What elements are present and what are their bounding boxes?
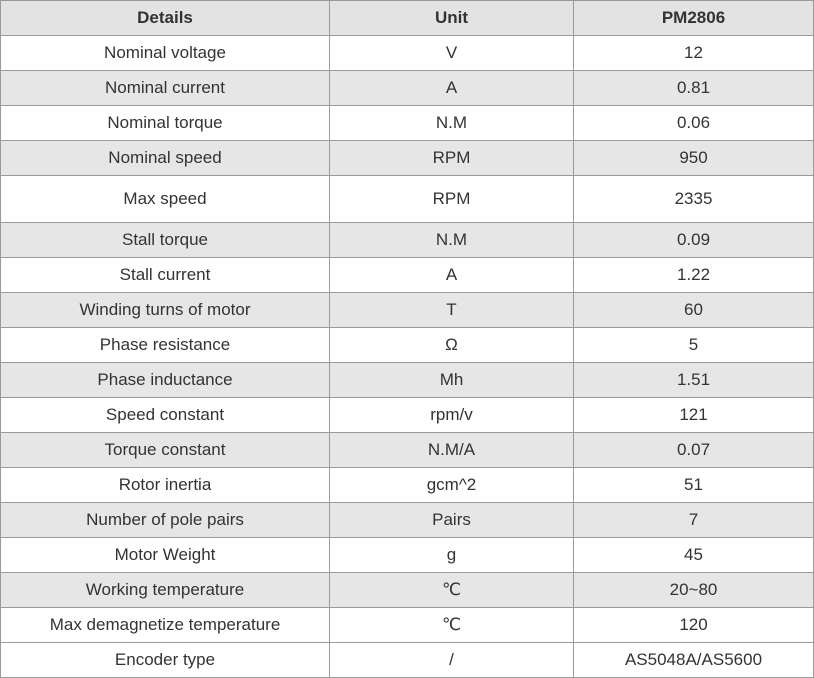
- unit-cell: ℃: [330, 573, 574, 608]
- unit-cell: Mh: [330, 363, 574, 398]
- unit-cell: N.M/A: [330, 433, 574, 468]
- detail-cell: Max demagnetize temperature: [1, 608, 330, 643]
- unit-cell: Ω: [330, 328, 574, 363]
- table-row: [1, 293, 814, 328]
- value-cell: 45: [574, 538, 814, 573]
- unit-cell: Pairs: [330, 503, 574, 538]
- value-cell: AS5048A/AS5600: [574, 643, 814, 678]
- value-cell: 0.06: [574, 106, 814, 141]
- table-row: [1, 223, 814, 258]
- detail-cell: Nominal speed: [1, 141, 330, 176]
- table-row: [1, 608, 814, 643]
- value-cell: 0.81: [574, 71, 814, 106]
- detail-cell: Stall current: [1, 258, 330, 293]
- header-model: PM2806: [574, 1, 814, 36]
- header-unit: Unit: [330, 1, 574, 36]
- header-details: Details: [1, 1, 330, 36]
- value-cell: 5: [574, 328, 814, 363]
- table-row: [1, 468, 814, 503]
- value-cell: 60: [574, 293, 814, 328]
- value-cell: 7: [574, 503, 814, 538]
- value-cell: 1.22: [574, 258, 814, 293]
- table-row: [1, 328, 814, 363]
- table-row: [1, 36, 814, 71]
- detail-cell: Phase resistance: [1, 328, 330, 363]
- detail-cell: Phase inductance: [1, 363, 330, 398]
- table-row: [1, 106, 814, 141]
- table-row: [1, 71, 814, 106]
- detail-cell: Working temperature: [1, 573, 330, 608]
- table-row: [1, 503, 814, 538]
- unit-cell: A: [330, 258, 574, 293]
- detail-cell: Max speed: [1, 176, 330, 223]
- unit-cell: N.M: [330, 223, 574, 258]
- value-cell: 2335: [574, 176, 814, 223]
- value-cell: 1.51: [574, 363, 814, 398]
- table-row: [1, 176, 814, 223]
- value-cell: 20~80: [574, 573, 814, 608]
- unit-cell: g: [330, 538, 574, 573]
- detail-cell: Speed constant: [1, 398, 330, 433]
- detail-cell: Rotor inertia: [1, 468, 330, 503]
- unit-cell: T: [330, 293, 574, 328]
- table-row: [1, 398, 814, 433]
- detail-cell: Torque constant: [1, 433, 330, 468]
- value-cell: 950: [574, 141, 814, 176]
- table-row: [1, 433, 814, 468]
- detail-cell: Encoder type: [1, 643, 330, 678]
- table-row: [1, 258, 814, 293]
- value-cell: 12: [574, 36, 814, 71]
- unit-cell: V: [330, 36, 574, 71]
- unit-cell: RPM: [330, 141, 574, 176]
- value-cell: 0.07: [574, 433, 814, 468]
- unit-cell: /: [330, 643, 574, 678]
- table-row: [1, 538, 814, 573]
- value-cell: 121: [574, 398, 814, 433]
- detail-cell: Winding turns of motor: [1, 293, 330, 328]
- detail-cell: Motor Weight: [1, 538, 330, 573]
- value-cell: 120: [574, 608, 814, 643]
- detail-cell: Number of pole pairs: [1, 503, 330, 538]
- detail-cell: Nominal current: [1, 71, 330, 106]
- value-cell: 51: [574, 468, 814, 503]
- table-row: [1, 363, 814, 398]
- detail-cell: Stall torque: [1, 223, 330, 258]
- unit-cell: A: [330, 71, 574, 106]
- detail-cell: Nominal torque: [1, 106, 330, 141]
- header-row: [1, 1, 814, 36]
- table-row: [1, 141, 814, 176]
- table-row: [1, 573, 814, 608]
- unit-cell: N.M: [330, 106, 574, 141]
- unit-cell: rpm/v: [330, 398, 574, 433]
- unit-cell: RPM: [330, 176, 574, 223]
- detail-cell: Nominal voltage: [1, 36, 330, 71]
- unit-cell: gcm^2: [330, 468, 574, 503]
- table-row: [1, 643, 814, 678]
- unit-cell: ℃: [330, 608, 574, 643]
- value-cell: 0.09: [574, 223, 814, 258]
